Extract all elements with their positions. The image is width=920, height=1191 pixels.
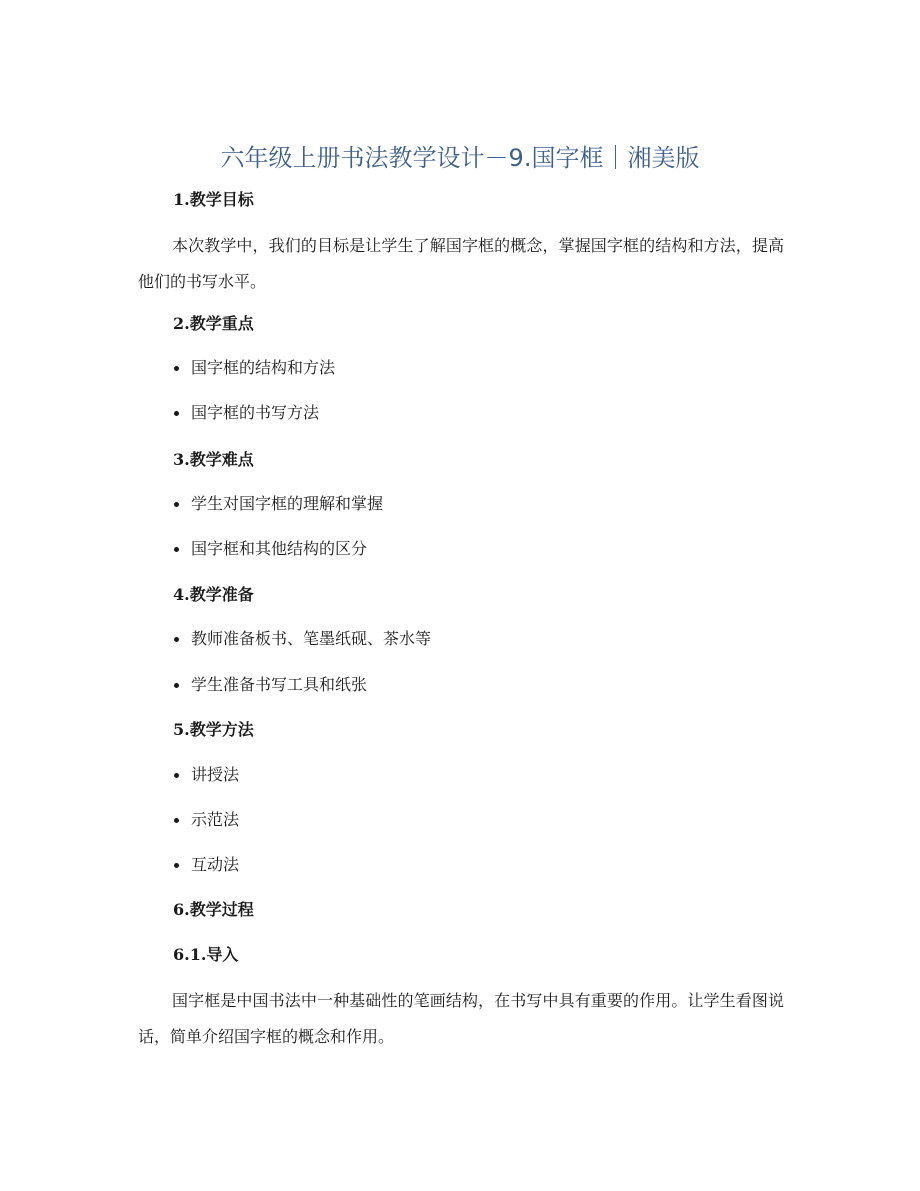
list-item-text: 学生对国字框的理解和掌握	[191, 494, 384, 513]
list-item	[173, 673, 367, 697]
section-heading-difficulties: 3.教学难点	[173, 450, 254, 469]
bullet-icon	[174, 818, 179, 823]
list-item	[173, 356, 335, 380]
list-item	[173, 627, 431, 651]
bullet-icon	[174, 637, 179, 642]
list-item-text: 教师准备板书、笔墨纸砚、茶水等	[191, 629, 432, 648]
list-item-text: 讲授法	[191, 765, 240, 784]
section-heading-methods: 5.教学方法	[173, 720, 254, 739]
list-item-text: 示范法	[191, 810, 240, 829]
list-item-text: 国字框的书写方法	[191, 403, 320, 422]
section-heading-objectives: 1.教学目标	[173, 190, 254, 209]
list-item-text: 国字框的结构和方法	[191, 358, 336, 377]
list-item-text: 国字框和其他结构的区分	[191, 539, 368, 558]
bullet-icon	[174, 773, 179, 778]
list-item-text: 学生准备书写工具和纸张	[191, 675, 368, 694]
section-heading-process: 6.教学过程	[173, 900, 254, 919]
list-item	[173, 401, 319, 425]
bullet-icon	[174, 502, 179, 507]
list-item	[173, 537, 367, 561]
objectives-paragraph: 本次教学中，我们的目标是让学生了解国字框的概念，掌握国字框的结构和方法，提高他们的书写水平。	[138, 236, 784, 291]
list-item	[173, 808, 239, 832]
list-item	[173, 763, 239, 787]
bullet-icon	[174, 547, 179, 552]
section-heading-preparation: 4.教学准备	[173, 585, 254, 604]
list-item	[173, 492, 383, 516]
document-title: 六年级上册书法教学设计－9.国字框｜湘美版	[220, 144, 700, 172]
list-item	[173, 853, 239, 877]
section-heading-key-points: 2.教学重点	[173, 314, 254, 333]
bullet-icon	[174, 411, 179, 416]
list-item-text: 互动法	[191, 855, 240, 874]
bullet-icon	[174, 366, 179, 371]
bullet-icon	[174, 683, 179, 688]
section-heading-introduction: 6.1.导入	[173, 945, 239, 964]
introduction-paragraph: 国字框是中国书法中一种基础性的笔画结构，在书写中具有重要的作用。让学生看图说话，简单介绍国字框的概念和作用。	[138, 991, 784, 1046]
bullet-icon	[174, 863, 179, 868]
